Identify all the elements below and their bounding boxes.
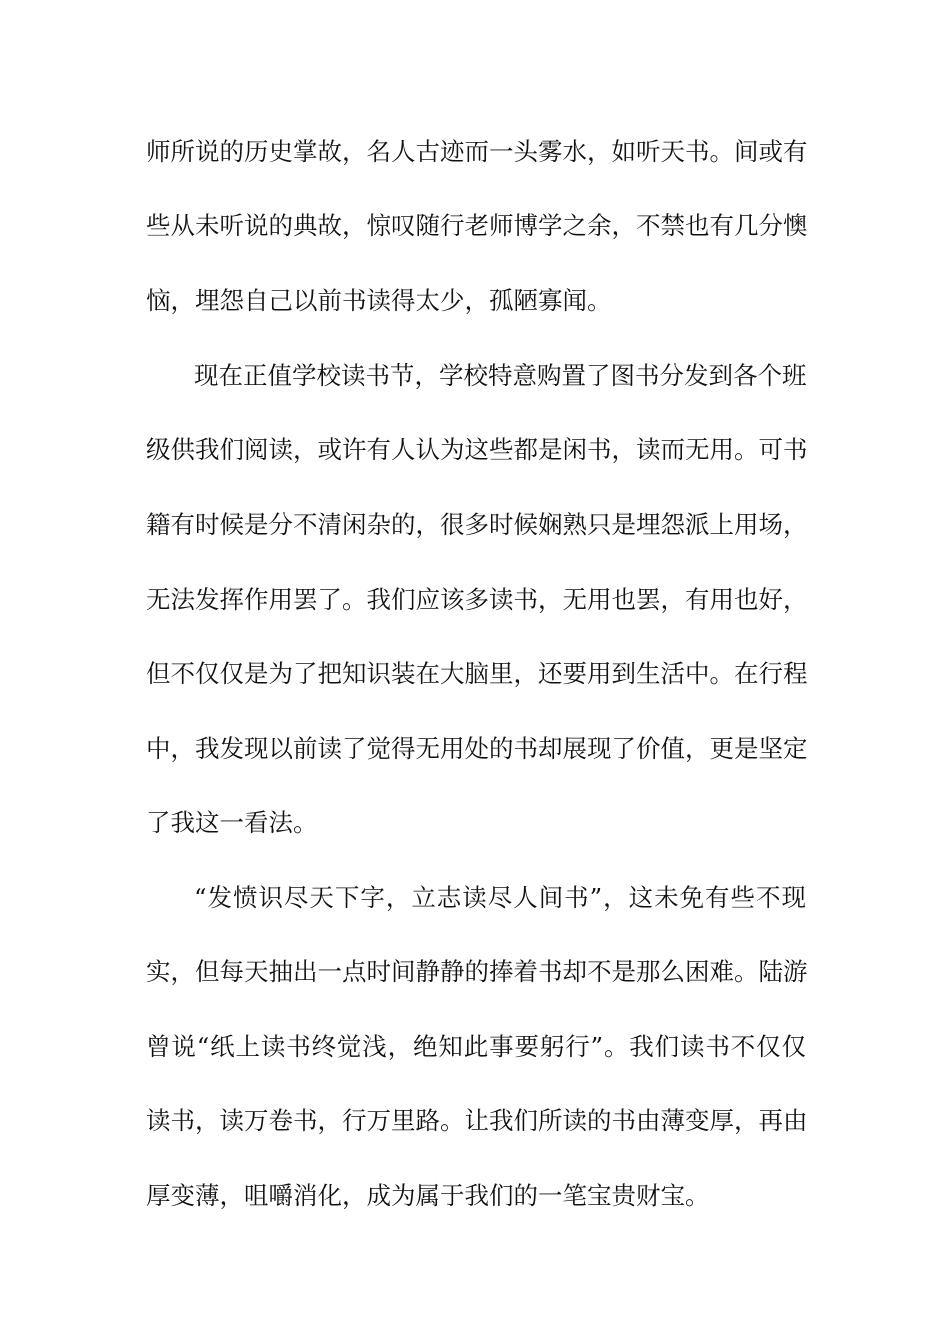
paragraph-first-line: “发愤识尽天下字，立志读尽人间书”，这未免有些不现 <box>194 883 806 912</box>
text-line: 无法发挥作用罢了。我们应该多读书，无用也罢，有用也好， <box>146 585 808 614</box>
text-line: 中，我发现以前读了觉得无用处的书却展现了价值，更是坚定 <box>146 734 808 763</box>
text-line: 师所说的历史掌故，名人古迹而一头雾水，如听天书。间或有 <box>146 137 808 166</box>
text-line: 曾说“纸上读书终觉浅，绝知此事要躬行”。我们读书不仅仅 <box>146 1032 806 1061</box>
text-line: 籍有时候是分不清闲杂的，很多时候娴熟只是埋怨派上用场， <box>146 510 808 539</box>
text-line: 读书，读万卷书，行万里路。让我们所读的书由薄变厚，再由 <box>146 1106 808 1135</box>
text-line: 厚变薄，咀嚼消化，成为属于我们的一笔宝贵财宝。 <box>146 1181 710 1210</box>
text-line: 但不仅仅是为了把知识装在大脑里，还要用到生活中。在行程 <box>146 659 808 688</box>
text-line: 些从未听说的典故，惊叹随行老师博学之余，不禁也有几分懊 <box>146 211 808 240</box>
text-line: 级供我们阅读，或许有人认为这些都是闲书，读而无用。可书 <box>146 435 808 464</box>
text-line: 实，但每天抽出一点时间静静的捧着书却不是那么困难。陆游 <box>146 957 808 986</box>
paragraph-first-line: 现在正值学校读书节，学校特意购置了图书分发到各个班 <box>194 361 807 390</box>
text-line: 恼，埋怨自己以前书读得太少，孤陋寡闻。 <box>146 286 612 315</box>
text-line: 了我这一看法。 <box>146 808 318 837</box>
